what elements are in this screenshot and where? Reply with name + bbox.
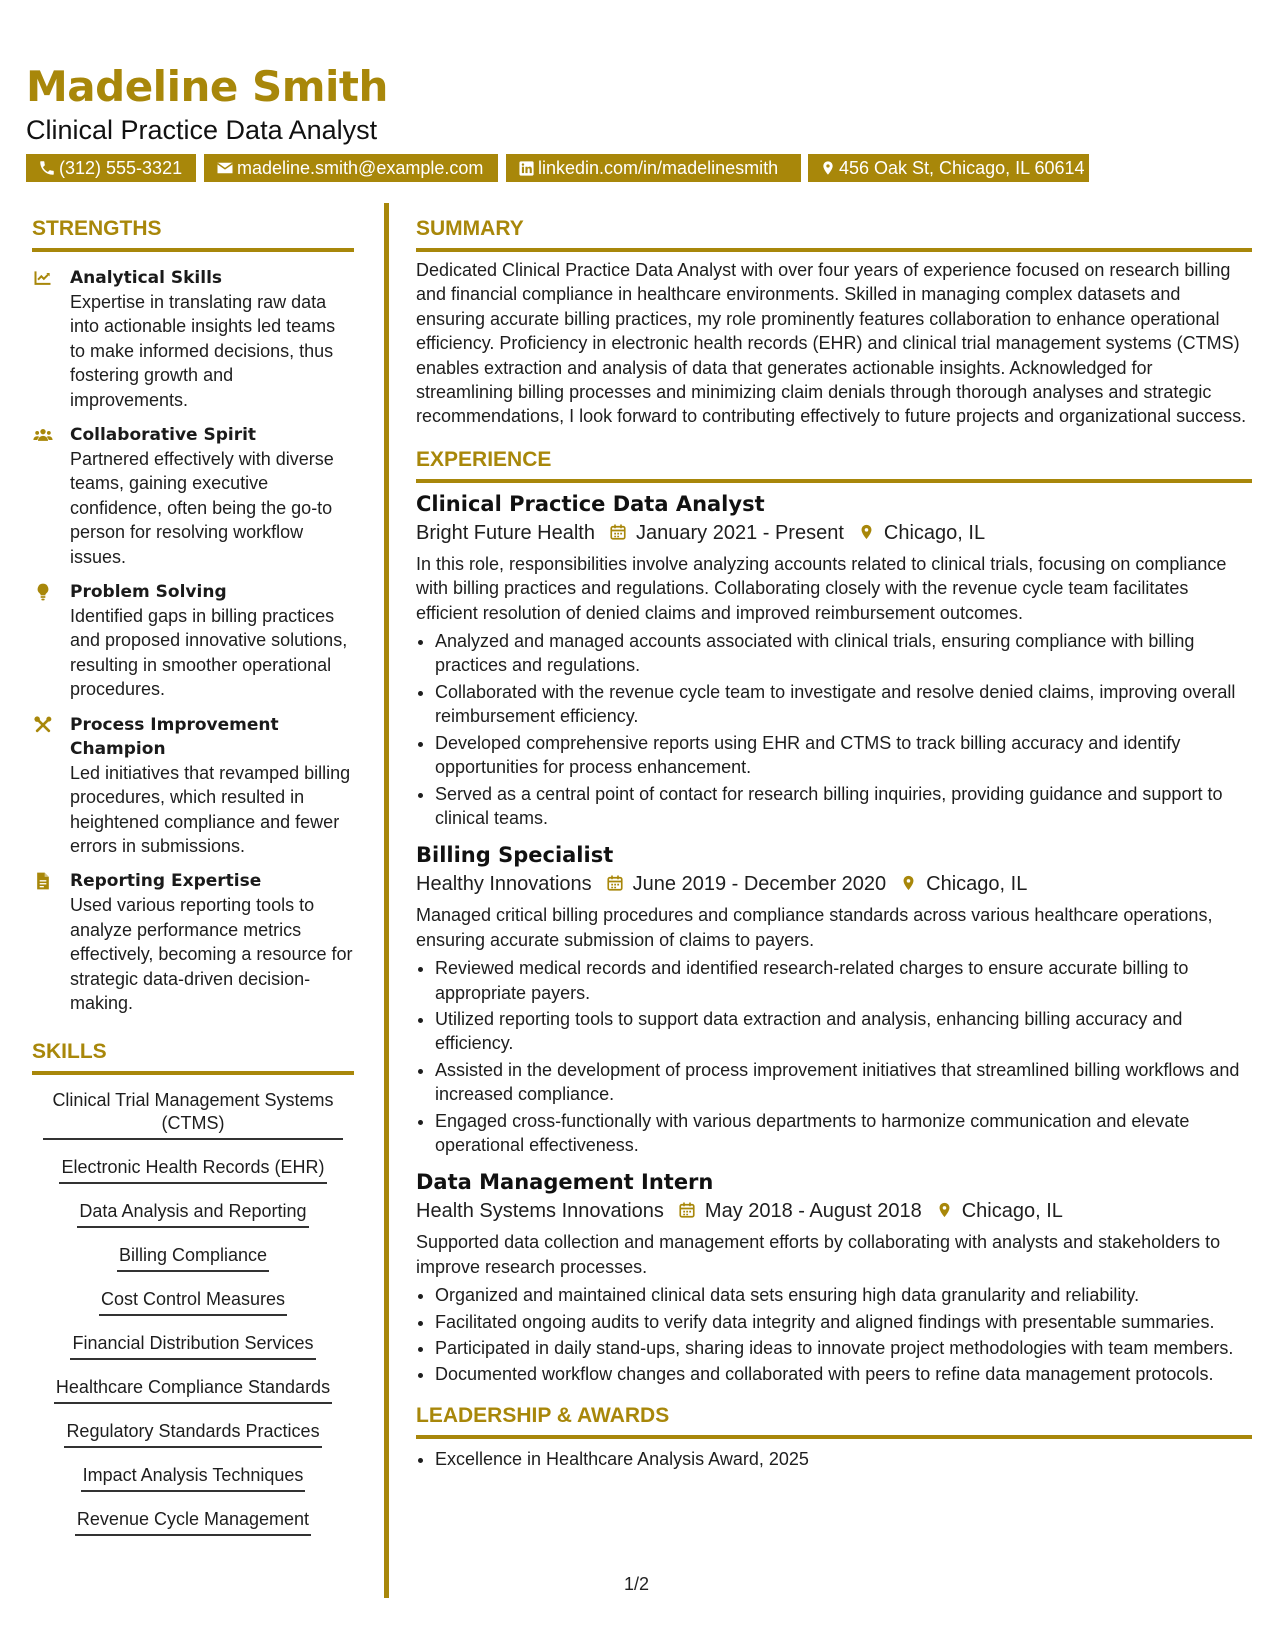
lightbulb-icon xyxy=(32,582,54,602)
calendar-icon xyxy=(678,1200,696,1220)
right-column xyxy=(416,216,1252,1473)
candidate-role: Clinical Practice Data Analyst xyxy=(26,115,378,145)
tools-icon xyxy=(32,715,54,735)
strength-item xyxy=(32,266,354,412)
bullet-item: • Documented workflow changes and collaborated with peers to refine data management protocols. xyxy=(435,1362,1252,1386)
job-description: Supported data collection and management efforts by collaborating with analysts and stakeholders to improve research processes. xyxy=(416,1232,1221,1277)
bullet-item: • Utilized reporting tools to support data extraction and analysis, enhancing billing accuracy and efficiency. xyxy=(435,1007,1252,1056)
job-location: Chicago, IL xyxy=(883,521,986,544)
job-company: Healthy Innovations xyxy=(416,873,592,896)
strength-desc: Used various reporting tools to analyze performance metrics effectively, becoming a resource for strategic data-driven decision-making. xyxy=(70,895,353,1013)
job-title: Data Management Intern xyxy=(416,1170,714,1195)
strengths-title: STRENGTHS xyxy=(32,216,354,252)
skill-tag: Impact Analysis Techniques xyxy=(81,1464,306,1492)
strength-title: Analytical Skills xyxy=(70,268,223,288)
experience-title: EXPERIENCE xyxy=(416,447,1252,483)
job-dates: May 2018 - August 2018 xyxy=(704,1200,922,1223)
email-text: madeline.smith@example.com xyxy=(237,158,484,178)
address-text: 456 Oak St, Chicago, IL 60614 xyxy=(839,158,1085,178)
job-company: Bright Future Health xyxy=(416,521,595,544)
job-title: Clinical Practice Data Analyst xyxy=(416,491,765,516)
strength-title: Problem Solving xyxy=(70,582,227,603)
job-entry xyxy=(416,841,1252,1157)
linkedin-text: linkedin.com/in/madelinesmith xyxy=(538,158,779,178)
strength-title: Collaborative Spirit xyxy=(70,425,257,446)
job-bullets xyxy=(416,629,1252,830)
job-bullets xyxy=(416,1283,1252,1387)
summary-title: SUMMARY xyxy=(416,216,1252,252)
summary-text: Dedicated Clinical Practice Data Analyst with over four years of experience focused on research billing and financial compliance in healthcare environments. Skilled in managing complex datasets and ensuring accurate billing practices, my role prominently features collaboration to enhance operational efficiency. Proficiency in electronic health records (EHR) and clinical trial management systems (CTMS) enables extraction and analysis of data that generates actionable insights. Acknowledged for streamlining billing processes and minimizing claim denials through thorough analyses and strategic recommendations, I look forward to contributing effectively to future projects and organizational success. xyxy=(416,260,1247,427)
skill-tag: Financial Distribution Services xyxy=(70,1332,315,1360)
bullet-item: • Developed comprehensive reports using EHR and CTMS to track billing accuracy and identify opportunities for process enhancement. xyxy=(435,731,1252,780)
strength-title: Process Improvement Champion xyxy=(70,714,279,759)
job-company: Health Systems Innovations xyxy=(416,1200,664,1223)
bullet-item: • Engaged cross-functionally with various departments to harmonize communication and elevate operational effectiveness. xyxy=(435,1109,1252,1158)
job-description: Managed critical billing procedures and compliance standards across various healthcare operations, ensuring accurate submission of claims to payers. xyxy=(416,905,1213,950)
phone-text: (312) 555-3321 xyxy=(59,158,183,178)
job-meta xyxy=(416,1196,1252,1226)
candidate-name: Madeline Smith xyxy=(26,62,388,111)
column-divider xyxy=(384,203,389,1598)
skill-tag: Healthcare Compliance Standards xyxy=(54,1376,332,1404)
linkedin-icon xyxy=(518,160,535,177)
chart-line-icon xyxy=(32,268,54,288)
map-pin-icon xyxy=(900,873,917,893)
bullet-item: • Organized and maintained clinical data sets ensuring high data granularity and reliability. xyxy=(435,1283,1252,1307)
skill-tag: Electronic Health Records (EHR) xyxy=(59,1156,326,1184)
job-meta xyxy=(416,869,1252,899)
phone-chip[interactable] xyxy=(26,154,196,182)
bullet-item: • Collaborated with the revenue cycle team to investigate and resolve denied claims, improving overall reimbursement efficiency. xyxy=(435,680,1252,729)
calendar-icon xyxy=(606,873,624,893)
address-chip[interactable] xyxy=(808,154,1089,182)
email-chip[interactable] xyxy=(204,154,498,182)
phone-icon xyxy=(38,159,56,177)
map-pin-icon xyxy=(858,522,875,542)
strength-desc: Partnered effectively with diverse teams, gaining executive confidence, often being the go-to person for resolving workflow issues. xyxy=(70,449,334,567)
strength-title: Reporting Expertise xyxy=(70,871,262,892)
job-title: Billing Specialist xyxy=(416,843,614,868)
calendar-icon xyxy=(609,522,627,542)
page-number: 1/2 xyxy=(624,1574,650,1594)
job-description: In this role, responsibilities involve analyzing accounts related to clinical trials, focusing on compliance with billing practices and regulations. Collaborating closely with the revenue cycle team facilitates efficient resolution of denied claims and improved reimbursement outcomes. xyxy=(416,553,1227,623)
linkedin-chip[interactable] xyxy=(506,154,801,182)
job-entry xyxy=(416,490,1252,830)
bullet-item: • Served as a central point of contact for research billing inquiries, providing guidance and support to clinical teams. xyxy=(435,782,1252,831)
job-location: Chicago, IL xyxy=(961,1200,1063,1223)
strength-desc: Identified gaps in billing practices and proposed innovative solutions, resulting in smoother operational procedures. xyxy=(70,606,348,700)
job-dates: January 2021 - Present xyxy=(635,521,844,544)
job-entry xyxy=(416,1168,1252,1386)
contact-bar xyxy=(26,154,1226,182)
strength-item xyxy=(32,423,354,569)
skills-title: SKILLS xyxy=(32,1039,354,1075)
award-item: • Excellence in Healthcare Analysis Award, 2025 xyxy=(435,1447,1252,1471)
resume-header xyxy=(26,62,1256,178)
document-icon xyxy=(32,871,54,891)
strength-desc: Expertise in translating raw data into actionable insights led teams to make informed decisions, thus fostering growth and improvements. xyxy=(70,292,336,410)
bullet-item: • Participated in daily stand-ups, sharing ideas to innovate project methodologies with team members. xyxy=(435,1336,1252,1360)
job-dates: June 2019 - December 2020 xyxy=(632,873,887,896)
skills-list xyxy=(32,1089,354,1552)
envelope-icon xyxy=(216,159,234,177)
skill-tag: Clinical Trial Management Systems (CTMS) xyxy=(43,1089,343,1140)
skill-tag: Regulatory Standards Practices xyxy=(64,1420,321,1448)
strength-desc: Led initiatives that revamped billing procedures, which resulted in heightened compliance and fewer errors in submissions. xyxy=(70,762,351,856)
strength-item xyxy=(32,869,354,1015)
users-icon xyxy=(32,425,54,445)
skill-tag: Revenue Cycle Management xyxy=(75,1508,311,1536)
map-pin-icon xyxy=(936,1200,953,1220)
awards-list xyxy=(416,1447,1252,1471)
skill-tag: Billing Compliance xyxy=(117,1244,269,1272)
job-bullets xyxy=(416,956,1252,1157)
job-meta xyxy=(416,518,1252,548)
strength-item xyxy=(32,713,354,859)
left-column xyxy=(32,216,354,1552)
bullet-item: • Assisted in the development of process improvement initiatives that streamlined billing workflows and increased compliance. xyxy=(435,1058,1252,1107)
strength-item xyxy=(32,580,354,702)
bullet-item: • Facilitated ongoing audits to verify data integrity and aligned findings with presentable summaries. xyxy=(435,1310,1252,1334)
bullet-item: • Reviewed medical records and identified research-related charges to ensure accurate billing to appropriate payers. xyxy=(435,956,1252,1005)
skill-tag: Data Analysis and Reporting xyxy=(77,1200,308,1228)
job-location: Chicago, IL xyxy=(926,873,1028,896)
map-pin-icon xyxy=(820,159,836,177)
skill-tag: Cost Control Measures xyxy=(99,1288,287,1316)
bullet-item: • Analyzed and managed accounts associated with clinical trials, ensuring compliance with billing practices and regulations. xyxy=(435,629,1252,678)
awards-title: LEADERSHIP & AWARDS xyxy=(416,1403,1252,1439)
